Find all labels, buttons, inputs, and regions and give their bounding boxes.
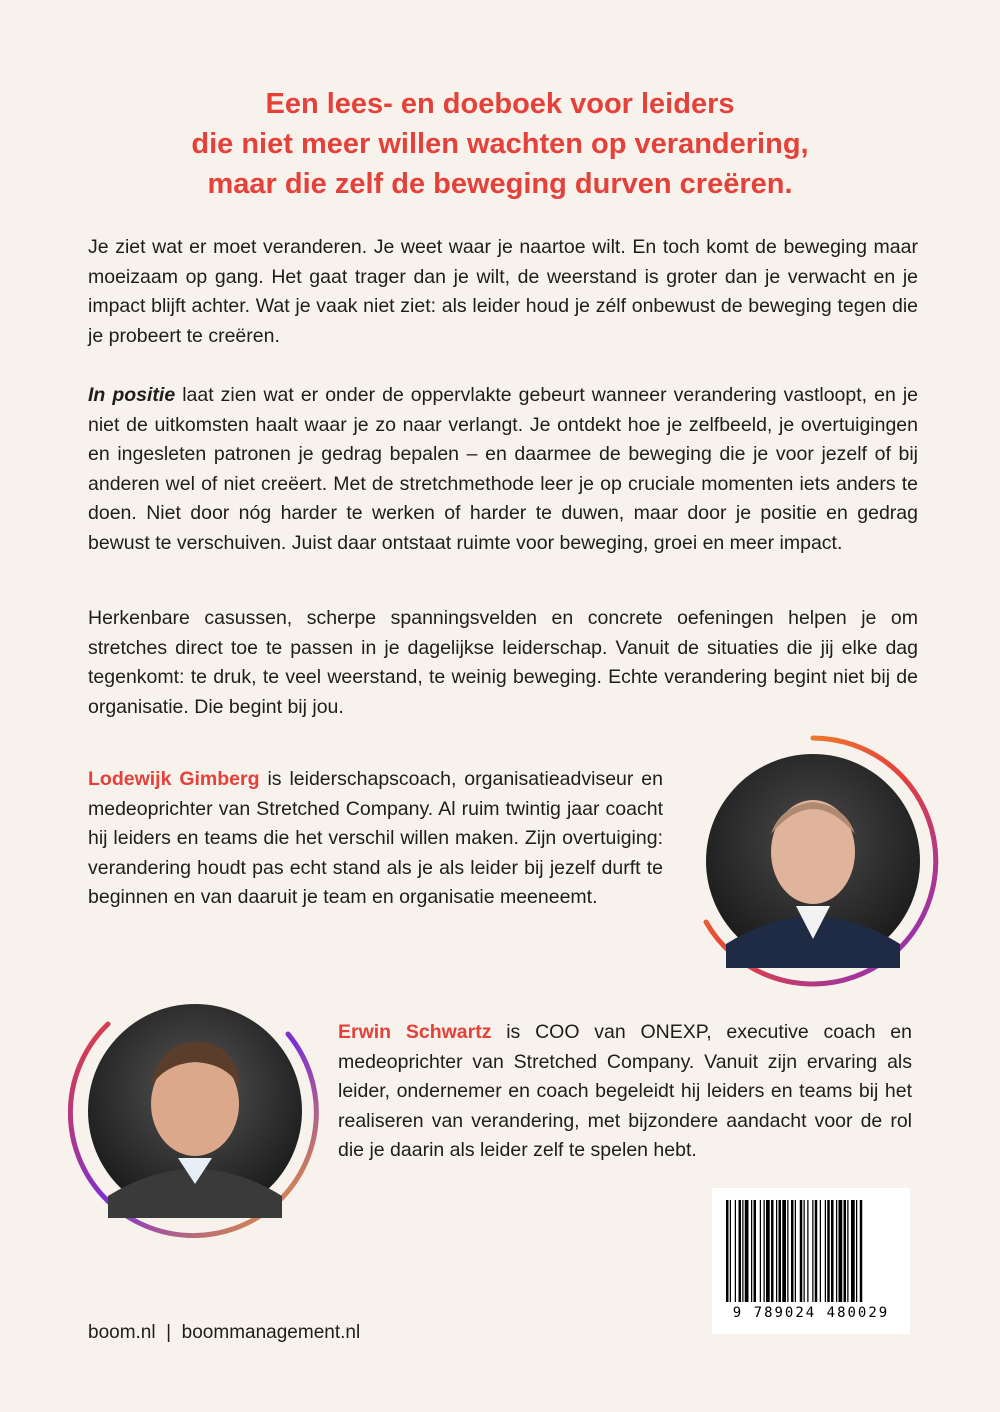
barcode-bar <box>851 1200 855 1302</box>
barcode-bar <box>754 1200 757 1302</box>
barcode-bar <box>844 1200 847 1302</box>
author-bio-text-2: is COO van ONEXP, executive coach en medeoprichter van Stretched Company. Vanuit zijn ervaring als leider, ondernemer en coach begeleidt hij leiders en teams bij het realiseren van verandering, met bijzondere aandacht voor de rol die je daarin als leider zelf te spelen hebt. <box>338 1021 912 1162</box>
barcode-bar <box>745 1200 749 1302</box>
barcode-bar <box>726 1200 729 1302</box>
author-name-1: Lodewijk Gimberg <box>88 768 260 790</box>
headline-line-3: maar die zelf de beweging durven creëren. <box>207 168 793 200</box>
barcode-bar <box>847 1200 848 1302</box>
portrait-ring-1 <box>686 734 940 988</box>
author-portrait-2 <box>68 984 322 1238</box>
intro-paragraph: Je ziet wat er moet veranderen. Je weet waar je naartoe wilt. En toch komt de beweging maar moeizaam op gang. Het gaat trager dan je wilt, de weerstand is groter dan je verwacht en je impact blijft achter. Wat je vaak niet ziet: als leider houd je zélf onbewust de beweging tegen die je probeert te creëren. <box>88 236 918 347</box>
barcode-bar <box>779 1200 782 1302</box>
barcode-bar <box>764 1200 765 1302</box>
barcode-bar <box>827 1200 830 1302</box>
headline-line-1: Een lees- en doeboek voor leiders <box>265 88 735 120</box>
headline-line-2: die niet meer willen wachten op verandering, <box>191 128 809 160</box>
book-description-text: laat zien wat er onder de oppervlakte gebeurt wanneer verandering vastloopt, en je niet de uitkomsten haalt waar je zo naar verlangt. Je ontdekt hoe je zelfbeeld, je overtuigingen en ingesleten patronen je gedrag bepalen – en daarmee de beweging die je voor jezelf of bij anderen wel of niet creëert. Met de stretchmethode leer je op cruciale momenten iets anders te doen. Niet door nóg harder te werken of harder te duwen, maar door je positie en gedrag bewust te verschuiven. Juist daar ontstaat ruimte voor beweging, groei en meer impact. <box>88 384 918 554</box>
barcode-bar <box>800 1200 803 1302</box>
barcode-bar <box>787 1200 788 1302</box>
barcode-bar <box>771 1200 774 1302</box>
footer-websites <box>88 1322 360 1344</box>
footer-link-boommanagement[interactable]: boommanagement.nl <box>181 1322 361 1343</box>
barcode-bar <box>739 1200 742 1302</box>
barcode-bar <box>751 1200 752 1302</box>
barcode-bar <box>766 1200 770 1302</box>
author-bio-2 <box>338 1018 912 1166</box>
barcode-bar <box>735 1200 736 1302</box>
book-title-emphasis: In positie <box>88 384 176 406</box>
barcode-bar <box>815 1200 818 1302</box>
isbn-barcode <box>712 1188 910 1334</box>
barcode-bar <box>820 1200 821 1302</box>
book-description-paragraph <box>88 381 918 559</box>
barcode-bar <box>839 1200 843 1302</box>
barcode-bar <box>804 1200 805 1302</box>
barcode-bar <box>791 1200 794 1302</box>
author-name-2: Erwin Schwartz <box>338 1021 492 1043</box>
barcode-bar <box>795 1200 796 1302</box>
barcode-bars <box>726 1200 896 1302</box>
barcode-bar <box>760 1200 761 1302</box>
barcode-bar <box>825 1200 826 1302</box>
barcode-bar <box>836 1200 837 1302</box>
barcode-bar <box>856 1200 857 1302</box>
barcode-bar <box>812 1200 813 1302</box>
portrait-ring-2 <box>68 984 322 1238</box>
author-portrait-1 <box>686 734 940 988</box>
barcode-bar <box>742 1200 743 1302</box>
author-bio-text-1: is leiderschapscoach, organisatieadviseur en medeoprichter van Stretched Company. Al ruim twintig jaar coacht hij leiders en teams die het verschil willen maken. Zijn overtuiging: verandering houdt pas echt stand als je als leider bij jezelf durft te beginnen en van daaruit je team en organisatie meeneemt. <box>88 768 663 909</box>
barcode-bar <box>776 1200 777 1302</box>
author-bio-1 <box>88 765 663 913</box>
barcode-bar <box>831 1200 834 1302</box>
footer-separator: | <box>155 1322 182 1343</box>
closing-paragraph: Herkenbare casussen, scherpe spanningsvelden en concrete oefeningen helpen je om stretches direct toe te passen in je dagelijkse leiderschap. Vanuit de situaties die jij elke dag tegenkomt: te druk, te veel weerstand, te weinig beweging. Echte verandering begint niet bij de organisatie. Die begint bij jou. <box>88 607 918 718</box>
barcode-bar <box>860 1200 863 1302</box>
barcode-bar <box>782 1200 786 1302</box>
isbn-number: 9 789024 480029 <box>732 1305 890 1321</box>
headline <box>60 84 940 204</box>
barcode-bar <box>730 1200 731 1302</box>
barcode-bar <box>807 1200 808 1302</box>
footer-link-boom[interactable]: boom.nl <box>88 1322 156 1343</box>
